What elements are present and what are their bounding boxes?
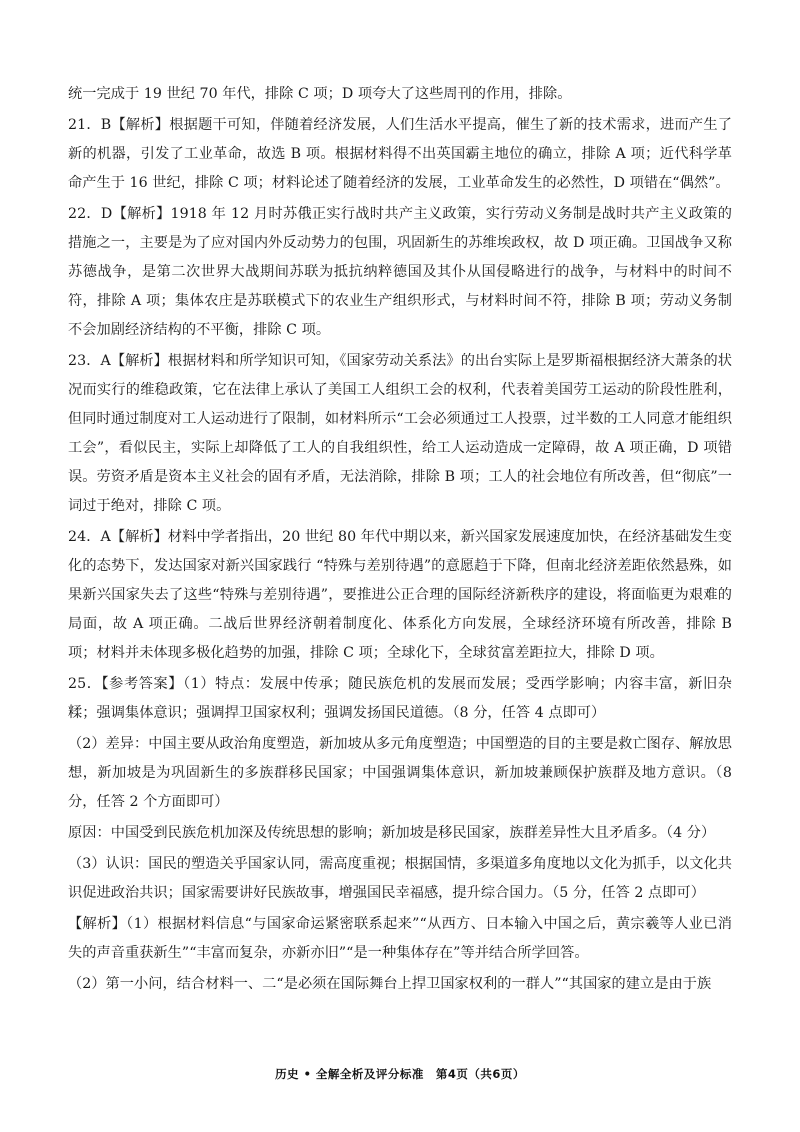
answer-25-reference: 25．【参考答案】（1）特点：发展中传承；随民族危机的发展而发展；受西学影响；内容丰富，新旧杂糅；强调集体意识；强调捍卫国家权利；强调发扬国民道德。（8 分，任答 4 点即可） xyxy=(68,676,732,721)
analysis-25-part2: （2）第一小问，结合材料一、二“是必须在国际舞台上捍卫国家权利的一群人”“其国家的建立是由于族 xyxy=(68,976,712,992)
answer-25-part3: （3）认识：国民的塑造关乎国家认同，需高度重视；根据国情，多渠道多角度地以文化为抓手，以文化共识促进政治共识；国家需要讲好民族故事，增强国民幸福感，提升综合国力。（5 分，任答 2 点即可） xyxy=(68,856,733,901)
paragraph-continuation: 统一完成于 19 世纪 70 年代，排除 C 项；D 项夸大了这些周刊的作用，排除。 xyxy=(68,86,572,102)
answer-23: 23．A【解析】根据材料和所学知识可知，《国家劳动关系法》的出台实际上是罗斯福根据经济大萧条的状况而实行的维稳政策，它在法律上承认了美国工人组织工会的权利，代表着美国劳工运动的阶段性胜利，但同时通过制度对工人运动进行了限制，如材料所示“工会必须通过工人投票，过半数的工人同意才能组织工会”，看似民主，实际上却降低了工人的自我组织性，给工人运动造成一定障碍，故 A 项正确，D 项错误。劳资矛盾是资本主义社会的固有矛盾，无法消除，排除 B 项；工人的社会地位有所改善，但“彻底”一词过于绝对，排除 C 项。 xyxy=(68,353,732,514)
page-footer: 历史 • 全解全析及评分标准 第4页（共6页） xyxy=(275,1067,525,1081)
analysis-25-part1: 【解析】（1）根据材料信息“与国家命运紧密联系起来”“从西方、日本输入中国之后，黄宗羲等人业已消失的声音重获新生”“丰富而复杂，亦新亦旧”“是一种集体存在”等并结合所学回答。 xyxy=(68,916,732,961)
answer-25-part2-reason: 原因：中国受到民族危机加深及传统思想的影响；新加坡是移民国家，族群差异性大且矛盾多。（4 分） xyxy=(68,825,716,841)
answer-24: 24．A【解析】材料中学者指出，20 世纪 80 年代中期以来，新兴国家发展速度加快，在经济基础发生变化的态势下，发达国家对新兴国家践行 “特殊与差别待遇”的意愿趋于下降，但南北经济差距依然悬殊，如果新兴国家失去了这些“特殊与差别待遇”，要推进公正合理的国际经济新秩序的建设，将面临更为艰难的局面，故 A 项正确。二战后世界经济朝着制度化、体系化方向发展，全球经济环境有所改善，排除 B 项；材料并未体现多极化趋势的加强，排除 C 项；全球化下，全球贫富差距拉大，排除 D 项。 xyxy=(68,529,732,661)
document-body xyxy=(68,80,732,1001)
answer-25-part2-difference: （2）差异：中国主要从政治角度塑造，新加坡从多元角度塑造；中国塑造的目的主要是救亡图存、解放思想，新加坡是为巩固新生的多族群移民国家；中国强调集体意识，新加坡兼顾保护族群及地方意识。（8 分，任答 2 个方面即可） xyxy=(68,736,733,810)
answer-22: 22．D【解析】1918 年 12 月时苏俄正实行战时共产主义政策，实行劳动义务制是战时共产主义政策的措施之一，主要是为了应对国内外反动势力的包围，巩固新生的苏维埃政权，故 D 项正确。卫国战争又称苏德战争，是第二次世界大战期间苏联为抵抗纳粹德国及其仆从国侵略进行的战争，与材料中的时间不符，排除 A 项；集体农庄是苏联模式下的农业生产组织形式，与材料时间不符，排除 B 项；劳动义务制不会加剧经济结构的不平衡，排除 C 项。 xyxy=(68,206,732,338)
answer-21: 21．B【解析】根据题干可知，伴随着经济发展，人们生活水平提高，催生了新的技术需求，进而产生了新的机器，引发了工业革命，故选 B 项。根据材料得不出英国霸主地位的确立，排除 A 项；近代科学革命产生于 16 世纪，排除 C 项；材料论述了随着经济的发展，工业革命发生的必然性，D 项错在“偶然”。 xyxy=(68,117,732,191)
